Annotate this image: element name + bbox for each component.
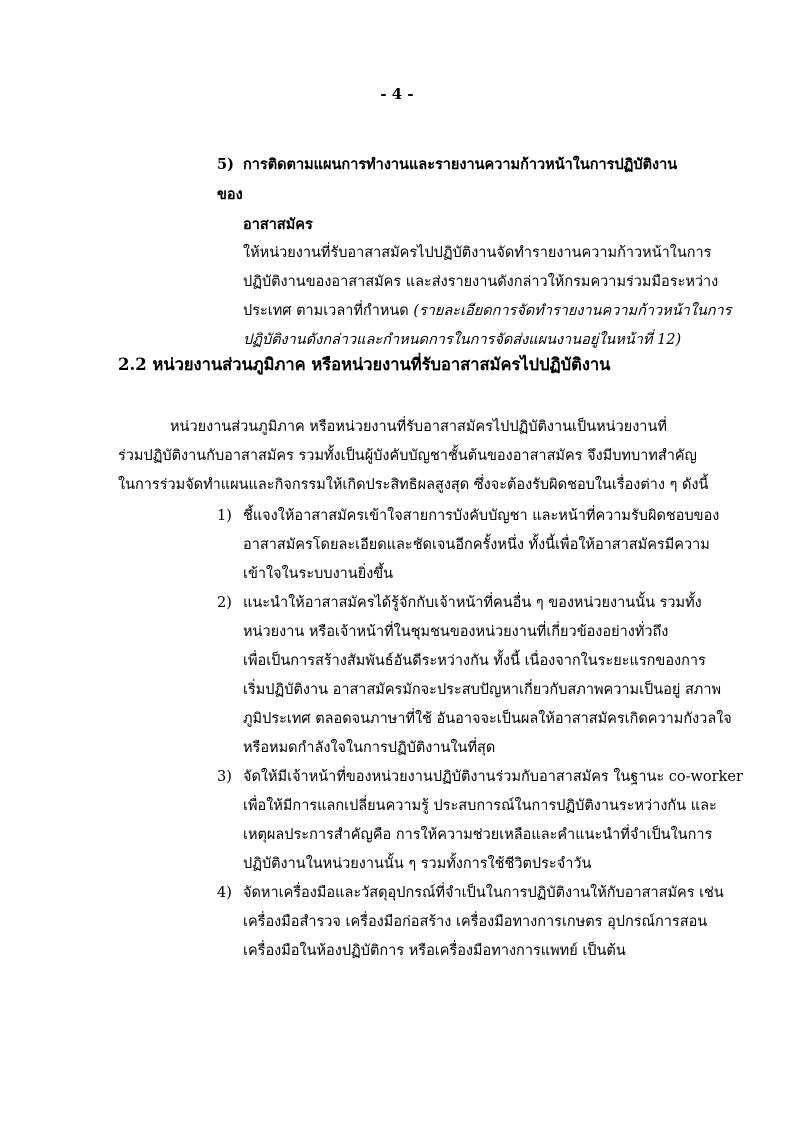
intro-paragraph: [118, 413, 709, 500]
section-5-note: (รายละเอียดการจัดทำรายงานความก้าวหน้าในการ: [413, 303, 732, 319]
list-item-number: 4): [217, 885, 232, 901]
list-item-line: ปฏิบัติงานในหน่วยงานนั้น ๆ รวมทั้งการใช้ชีวิตประจำวัน: [243, 856, 592, 872]
list-item-line: เข้าใจในระบบงานยิ่งขึ้น: [243, 566, 394, 582]
list-item-text: [243, 879, 724, 966]
list-item-line: เครื่องมือสำรวจ เครื่องมือก่อสร้าง เครื่องมือทางการเกษตร อุปกรณ์การสอน: [243, 914, 708, 930]
list-item: [217, 879, 724, 966]
intro-line: ในการร่วมจัดทำแผนและกิจกรรมให้เกิดประสิทธิผลสูงสุด ซึ่งจะต้องรับผิดชอบในเรื่องต่าง ๆ ดังนี้: [118, 477, 709, 493]
list-item-line: เพื่อให้มีการแลกเปลี่ยนความรู้ ประสบการณ์ในการปฏิบัติงานระหว่างกัน และ: [243, 798, 717, 814]
section-5-body: [217, 239, 732, 355]
list-item-number: 1): [217, 508, 232, 524]
list-item-line: ชี้แจงให้อาสาสมัครเข้าใจสายการบังคับบัญชา และหน้าที่ความรับผิดชอบของ: [243, 508, 720, 524]
section-2-2-heading: 2.2 หน่วยงานส่วนภูมิภาค หรือหน่วยงานที่รับอาสาสมัครไปปฏิบัติงาน: [118, 355, 611, 374]
section-5: [217, 150, 732, 355]
list-item: [217, 502, 720, 589]
list-item-text: [243, 763, 743, 879]
list-item-line: เพื่อเป็นการสร้างสัมพันธ์อันดีระหว่างกัน ทั้งนี้ เนื่องจากในระยะแรกของการ: [243, 653, 706, 669]
list-item: [217, 589, 732, 763]
list-item-line: เริ่มปฏิบัติงาน อาสาสมัครมักจะประสบปัญหาเกี่ยวกับสภาพความเป็นอยู่ สภาพ: [243, 682, 722, 698]
list-item-text: [243, 589, 732, 763]
section-5-note-line: ปฏิบัติงานดังกล่าวและกำหนดการในการจัดส่งแผนงานอยู่ในหน้าที่ 12): [243, 332, 682, 348]
list-item-line: แนะนำให้อาสาสมัครได้รู้จักกับเจ้าหน้าที่คนอื่น ๆ ของหน่วยงานนั้น รวมทั้ง: [243, 595, 702, 611]
list-item-number: 2): [217, 595, 232, 611]
section-5-title-line-2: อาสาสมัคร: [243, 216, 313, 233]
section-5-title: [217, 150, 687, 210]
responsibility-list: [217, 502, 743, 966]
list-item-line: เครื่องมือในห้องปฏิบัติการ หรือเครื่องมือทางการแพทย์ เป็นต้น: [243, 943, 626, 959]
section-5-body-text: ประเทศ ตามเวลาที่กำหนด: [243, 303, 414, 319]
intro-line: ร่วมปฏิบัติงานกับอาสาสมัคร รวมทั้งเป็นผู้บังคับบัญชาชั้นต้นของอาสาสมัคร จึงมีบทบาทสำคัญ: [118, 448, 697, 464]
section-5-body-line: [243, 297, 732, 326]
list-item-line: หน่วยงาน หรือเจ้าหน้าที่ในชุมชนของหน่วยงานที่เกี่ยวข้องอย่างทั่วถึง: [243, 624, 669, 640]
list-item-line: จัดให้มีเจ้าหน้าที่ของหน่วยงานปฏิบัติงานร่วมกับอาสาสมัคร ในฐานะ co-worker: [243, 769, 743, 785]
list-item-line: อาสาสมัครโดยละเอียดและชัดเจนอีกครั้งหนึ่ง ทั้งนี้เพื่อให้อาสาสมัครมีความ: [243, 537, 710, 553]
list-item-line: เหตุผลประการสำคัญคือ การให้ความช่วยเหลือและคำแนะนำที่จำเป็นในการ: [243, 827, 713, 843]
page-number: - 4 -: [380, 85, 414, 103]
section-5-title-line-1: การติดตามแผนการทำงานและรายงานความก้าวหน้าในการปฏิบัติงานของ: [217, 156, 678, 203]
section-5-number: 5): [217, 156, 234, 173]
list-item: [217, 763, 743, 879]
section-5-body-line: ให้หน่วยงานที่รับอาสาสมัครไปปฏิบัติงานจัดทำรายงานความก้าวหน้าในการ: [243, 245, 712, 261]
list-item-line: จัดหาเครื่องมือและวัสดุอุปกรณ์ที่จำเป็นในการปฏิบัติงานให้กับอาสาสมัคร เช่น: [243, 885, 724, 901]
list-item-line: หรือหมดกำลังใจในการปฏิบัติงานในที่สุด: [243, 740, 496, 756]
list-item-number: 3): [217, 769, 232, 785]
list-item-text: [243, 502, 719, 589]
section-5-body-line: ปฏิบัติงานของอาสาสมัคร และส่งรายงานดังกล่าวให้กรมความร่วมมือระหว่าง: [243, 274, 719, 290]
intro-line: หน่วยงานส่วนภูมิภาค หรือหน่วยงานที่รับอาสาสมัครไปปฏิบัติงานเป็นหน่วยงานที่: [170, 419, 667, 435]
list-item-line: ภูมิประเทศ ตลอดจนภาษาที่ใช้ อันอาจจะเป็นผลให้อาสาสมัครเกิดความกังวลใจ: [243, 711, 732, 727]
